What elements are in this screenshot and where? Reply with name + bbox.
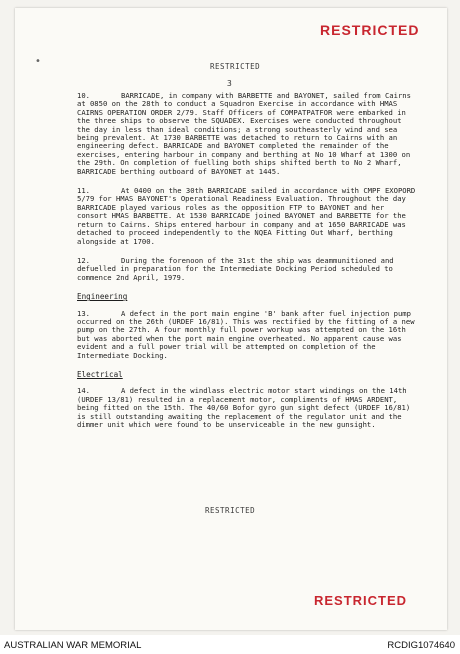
- paragraph-number: 11.: [77, 186, 90, 196]
- record-id: RCDIG1074640: [387, 640, 455, 651]
- restricted-stamp-bottom: RESTRICTED: [314, 593, 408, 608]
- section-heading-engineering: Engineering: [77, 292, 128, 302]
- paragraph-text: BARRICADE, in company with BARBETTE and BAYONET, sailed from Cairns at 0850 on the 28th to conduct a Squadron Exercise in accordance with HMAS CAIRNS OPERATION ORDER 2/79. Staff Officers of COMPATPATFOR were embarked in the three ships to observe the SQUADEX. Exercises were conducted throughout the day in less than ideal conditions; a strong southeasterly wind and sea being prevalent. At 1730 BARBETTE was detached to return to Cairns with an engineering defect. BARRICADE and BAYONET completed the remainder of the exercises, entering harbour in company and berthing at No 10 Wharf at 1300 on the 29th. On completion of fuelling both ships shifted berth to No 2 Wharf, BARRICADE berthing outboard of BAYONET at 1445.: [77, 91, 411, 176]
- classification-footer: RESTRICTED: [205, 506, 256, 515]
- paragraph-13: [77, 310, 417, 360]
- paragraph-text: During the forenoon of the 31st the ship was deammunitioned and defuelled in preparation for the Intermediate Docking Period scheduled to commence 2nd April, 1979.: [77, 255, 394, 282]
- paragraph-text: At 0400 on the 30th BARRICADE sailed in accordance with CMPF EXOPORD 5/79 for HMAS BAYONET's Operational Readiness Evaluation. Throughout the day BARRICADE played various roles as the opposition FTP to BAYONET and her consort HMAS BARBETTE. At 1530 BARRICADE joined BAYONET and BARBETTE for the return to Cairns. Ships entered harbour in company and at 1650 BARRICADE was detached to proceed independently to the NQEA Fitting Out Wharf, berthing alongside at 1700.: [77, 186, 416, 246]
- section-heading-electrical: Electrical: [77, 369, 123, 379]
- paragraph-number: 14.: [77, 386, 90, 396]
- classification-header: RESTRICTED: [210, 62, 261, 71]
- restricted-stamp-top: RESTRICTED: [320, 22, 420, 38]
- paragraph-14: [77, 387, 417, 429]
- paragraph-number: 13.: [77, 308, 90, 318]
- archive-name: AUSTRALIAN WAR MEMORIAL: [4, 640, 142, 651]
- paragraph-text: A defect in the port main engine 'B' bank after fuel injection pump occurred on the 26th (URDEF 16/81). This was rectified by the fitting of a new pump on the 27th. A four monthly full power workup was attempted on the 16th but was aborted when the port main engine overheated. No apparent cause was evident and a full power trial will be attempted on completion of the Intermediate Docking.: [77, 308, 415, 360]
- page-number: 3: [227, 79, 232, 88]
- paragraph-number: 10.: [77, 91, 90, 100]
- paragraph-10: [77, 92, 417, 176]
- paragraph-number: 12.: [77, 255, 90, 265]
- document-body: [77, 92, 417, 440]
- archive-footer-bar: [0, 636, 460, 654]
- paragraph-11: [77, 187, 417, 246]
- paragraph-text: A defect in the windlass electric motor start windings on the 14th (URDEF 13/81) resulted in a replacement motor, compliments of HMAS ARDENT, being fitted on the 15th. The 40/60 Bofor gyro gun sight defect (URDEF 16/81) is still outstanding awaiting the replacement of the regulator unit and the dimmer unit which were found to be unserviceable in the new gunsight.: [77, 386, 411, 429]
- paragraph-12: [77, 257, 417, 282]
- punch-hole-mark: •: [35, 56, 41, 67]
